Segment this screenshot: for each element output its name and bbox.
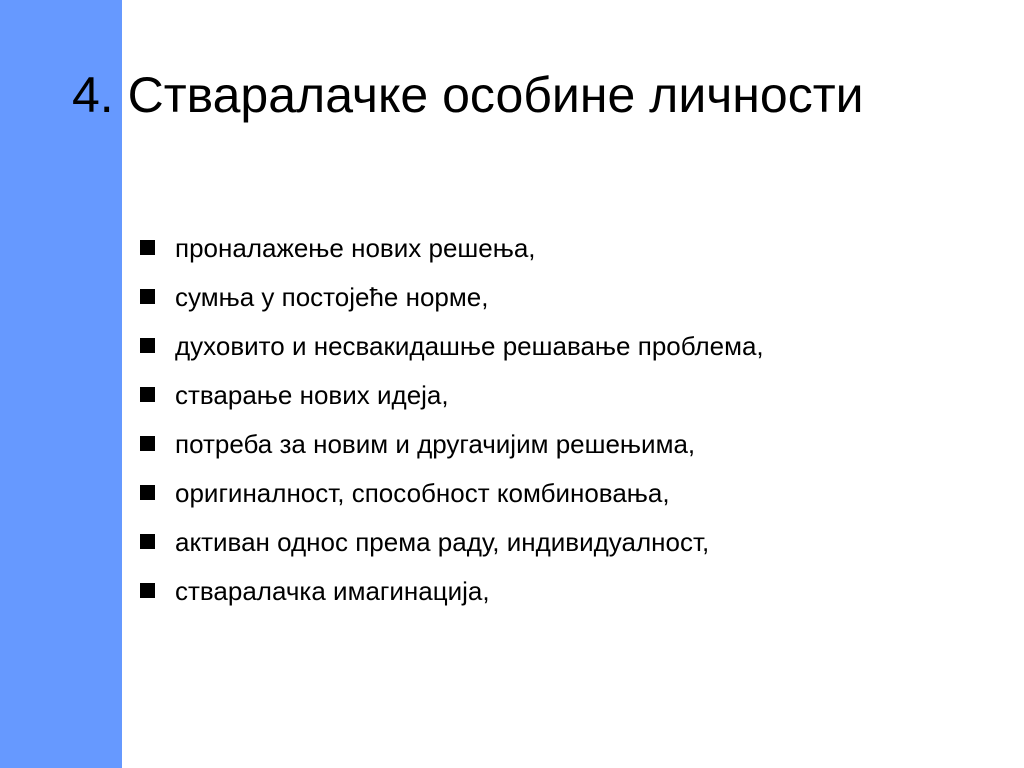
list-item-text: активан однос према раду, индивидуалност,	[175, 526, 710, 557]
square-bullet-icon	[140, 436, 155, 451]
list-item	[140, 468, 764, 517]
square-bullet-icon	[140, 387, 155, 402]
slide-title: 4. Стваралачке особине личности	[72, 67, 864, 123]
list-item-text: стварање нових идеја,	[175, 379, 449, 410]
list-item-text: оригиналност, способност комбиновања,	[175, 477, 670, 508]
list-item-text: сумња у постојеће норме,	[175, 281, 489, 312]
square-bullet-icon	[140, 240, 155, 255]
list-item	[140, 517, 764, 566]
list-item	[140, 566, 764, 615]
square-bullet-icon	[140, 338, 155, 353]
bullet-list	[140, 223, 764, 615]
square-bullet-icon	[140, 485, 155, 500]
list-item	[140, 370, 764, 419]
square-bullet-icon	[140, 289, 155, 304]
square-bullet-icon	[140, 583, 155, 598]
list-item	[140, 272, 764, 321]
list-item-text: стваралачка имагинација,	[175, 575, 490, 606]
list-item-text: духовито и несвакидашње решавање проблема,	[175, 330, 764, 361]
list-item-text: потреба за новим и другачијим решењима,	[175, 428, 696, 459]
list-item	[140, 419, 764, 468]
square-bullet-icon	[140, 534, 155, 549]
list-item	[140, 321, 764, 370]
list-item	[140, 223, 764, 272]
list-item-text: проналажење нових решења,	[175, 232, 536, 263]
